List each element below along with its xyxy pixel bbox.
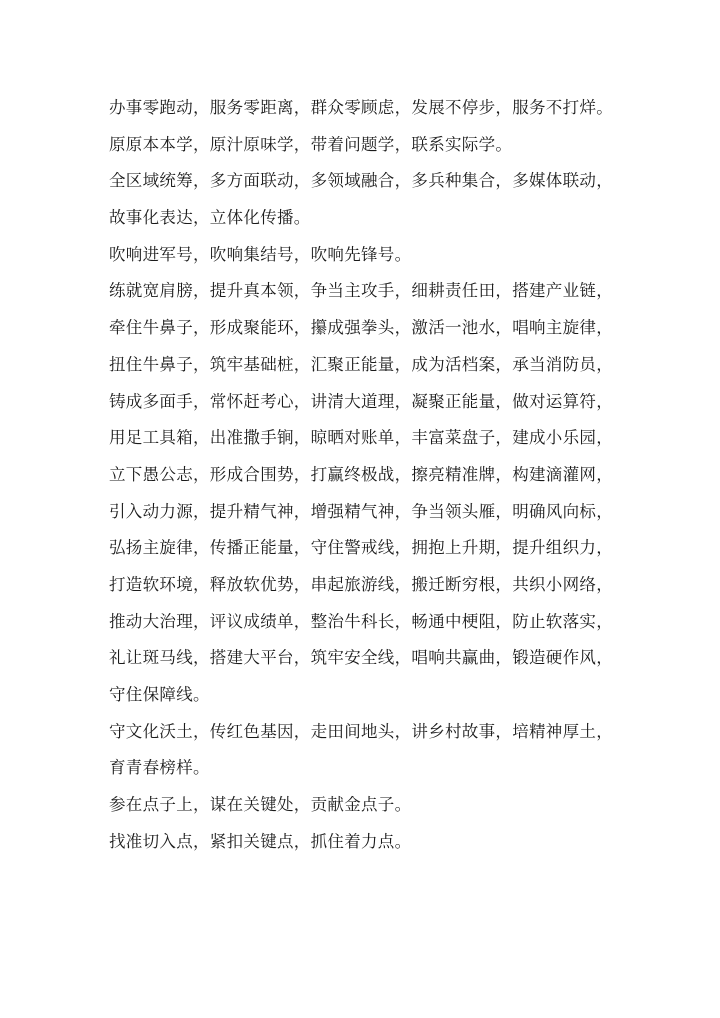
text-line: 故事化表达，立体化传播。 [109, 208, 311, 228]
text-line: 推动大治理，评议成绩单，整治牛科长，畅通中梗阻，防止软落实， [109, 611, 613, 631]
text-line: 守文化沃土，传红色基因，走田间地头，讲乡村故事，培精神厚土， [109, 721, 613, 741]
text-line: 用足工具箱，出准撒手锏，晾晒对账单，丰富菜盘子，建成小乐园， [109, 428, 613, 448]
text-line: 扭住牛鼻子，筑牢基础桩，汇聚正能量，成为活档案，承当消防员， [109, 354, 613, 374]
text-line: 引入动力源，提升精气神，增强精气神，争当领头雁，明确风向标， [109, 501, 613, 521]
text-line: 参在点子上，谋在关键处，贡献金点子。 [109, 795, 412, 815]
text-line: 吹响进军号，吹响集结号，吹响先锋号。 [109, 244, 412, 264]
text-line: 牵住牛鼻子，形成聚能环，攥成强拳头，激活一池水，唱响主旋律， [109, 318, 613, 338]
text-line: 立下愚公志，形成合围势，打赢终极战，擦亮精准牌，构建滴灌网， [109, 464, 613, 484]
document-body [109, 90, 614, 860]
text-line: 打造软环境，释放软优势，串起旅游线，搬迁断穷根，共织小网络， [109, 574, 613, 594]
text-line: 找准切入点，紧扣关键点，抓住着力点。 [109, 831, 412, 851]
text-line: 办事零跑动，服务零距离，群众零顾虑，发展不停步，服务不打烊。 [109, 98, 613, 117]
text-line: 全区域统筹，多方面联动，多领域融合，多兵种集合，多媒体联动， [109, 171, 613, 191]
text-line: 原原本本学，原汁原味学，带着问题学，联系实际学。 [109, 134, 513, 154]
text-line: 铸成多面手，常怀赶考心，讲清大道理，凝聚正能量，做对运算符， [109, 391, 613, 411]
text-line: 练就宽肩膀，提升真本领，争当主攻手，细耕责任田，搭建产业链， [109, 281, 613, 301]
text-line: 礼让斑马线，搭建大平台，筑牢安全线，唱响共赢曲，锻造硬作风， [109, 648, 613, 668]
text-line: 弘扬主旋律，传播正能量，守住警戒线，拥抱上升期，提升组织力， [109, 538, 613, 558]
text-line: 守住保障线。 [109, 685, 210, 704]
text-line: 育青春榜样。 [109, 758, 210, 778]
